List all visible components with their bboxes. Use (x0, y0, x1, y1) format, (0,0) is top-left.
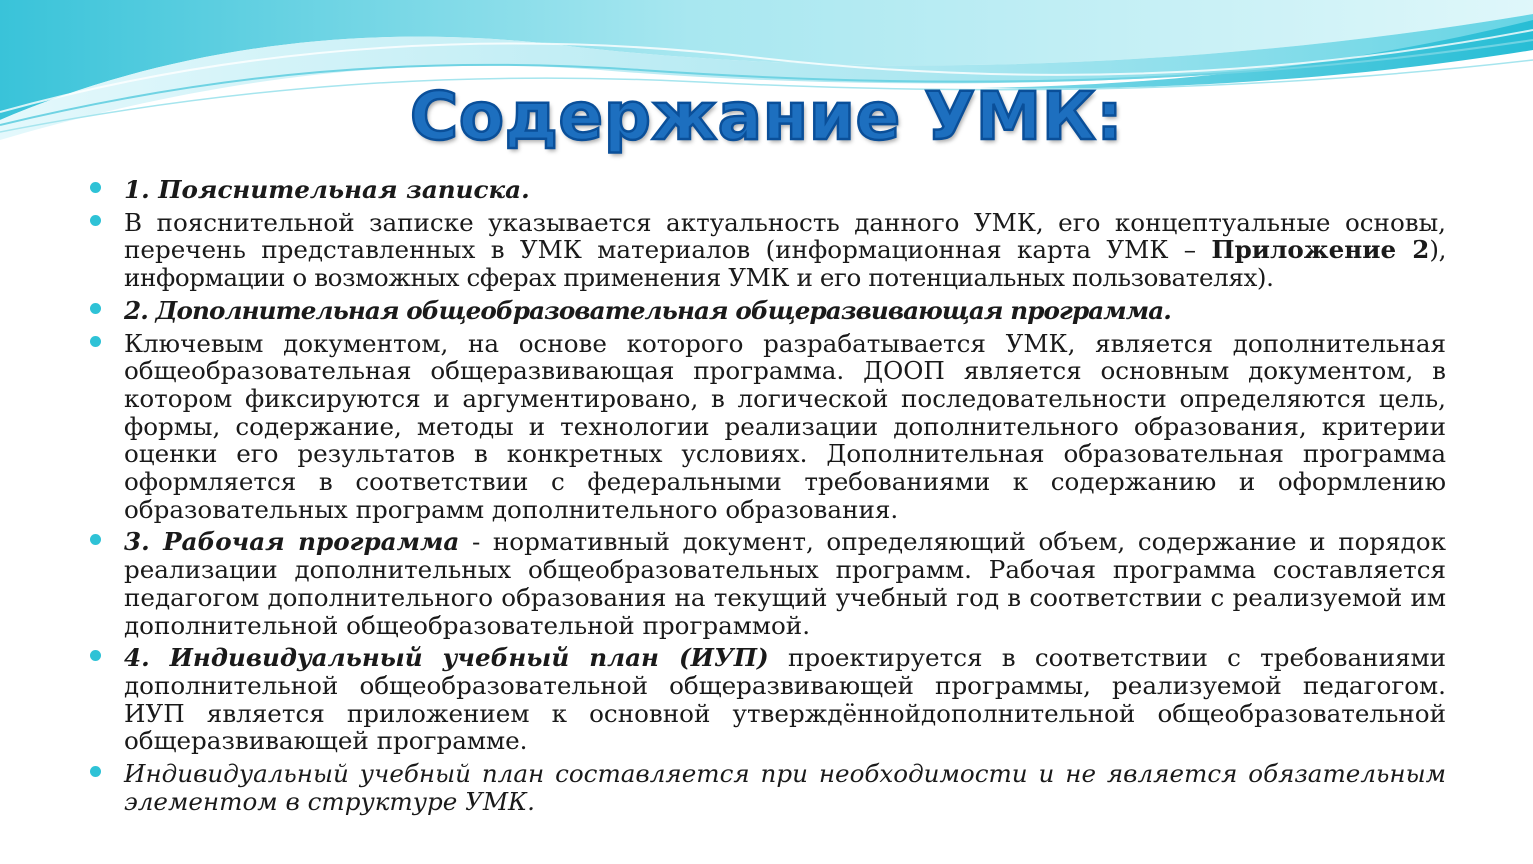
item-heading: 4. Индивидуальный учебный план (ИУП) (124, 643, 769, 673)
item-text-tail: ), информации о возможных сферах применения УМК и его потенциальных пользователях). (124, 235, 1446, 293)
bullet-dot-icon (90, 215, 101, 226)
item-text: В пояснительной записке указывается актуальность данного УМК, его концептуальные основы, перечень представленных в УМК материалов (информационная карта УМК – (124, 207, 1446, 265)
list-item-4 (90, 330, 1446, 524)
list-item-6 (90, 644, 1446, 755)
item-text: Ключевым документом, на основе которого разрабатывается УМК, является дополнительная общеобразовательная общеразвивающая программа. ДООП является основным документом, в котором фиксируются и аргументировано, в логической последовательности определяются цель, формы, содержание, методы и технологии реализации дополнительного образования, критерии оценки его результатов в конкретных условиях. Дополнительная образовательная программа оформляется в соответствии с федеральными требованиями к содержанию и оформлению образовательных программ дополнительного образования. (124, 328, 1446, 524)
content-list (90, 176, 1446, 820)
item-bold-text: Приложение 2 (1211, 235, 1430, 265)
item-text: - нормативный документ, определяющий объем, содержание и порядок реализации дополнительных общеобразовательных программ. Рабочая программа составляется педагогом дополнительного образования на текущий учебный год в соответствии с реализуемой им дополнительной общеобразовательной программой. (124, 527, 1446, 640)
bullet-dot-icon (90, 766, 101, 777)
bullet-dot-icon (90, 650, 101, 661)
item-text: проектируется в соответствии с требованиями дополнительной общеобразовательной общеразвивающей программы, реализуемой педагогом. ИУП является приложением к основной утверждённойдополнительной общеобразовательной общеразвивающей программе. (124, 643, 1447, 756)
item-italic-text: Индивидуальный учебный план составляется при необходимости и не является обязательным элементом в структуре УМК. (124, 759, 1446, 816)
bullet-dot-icon (90, 336, 101, 347)
slide-title: Содержание УМК: (409, 78, 1124, 155)
bullet-dot-icon (90, 534, 101, 545)
list-item-5 (90, 528, 1446, 639)
bullet-dot-icon (90, 182, 101, 193)
list-item-3 (90, 297, 1446, 325)
item-heading: 2. Дополнительная общеобразовательная общеразвивающая программа. (124, 295, 1171, 325)
item-heading: 1. Пояснительная записка. (124, 175, 530, 204)
list-item-1 (90, 176, 1446, 204)
list-item-7 (90, 760, 1446, 815)
item-heading: 3. Рабочая программа (124, 527, 460, 557)
list-item-2 (90, 209, 1446, 292)
bullet-dot-icon (90, 303, 101, 314)
